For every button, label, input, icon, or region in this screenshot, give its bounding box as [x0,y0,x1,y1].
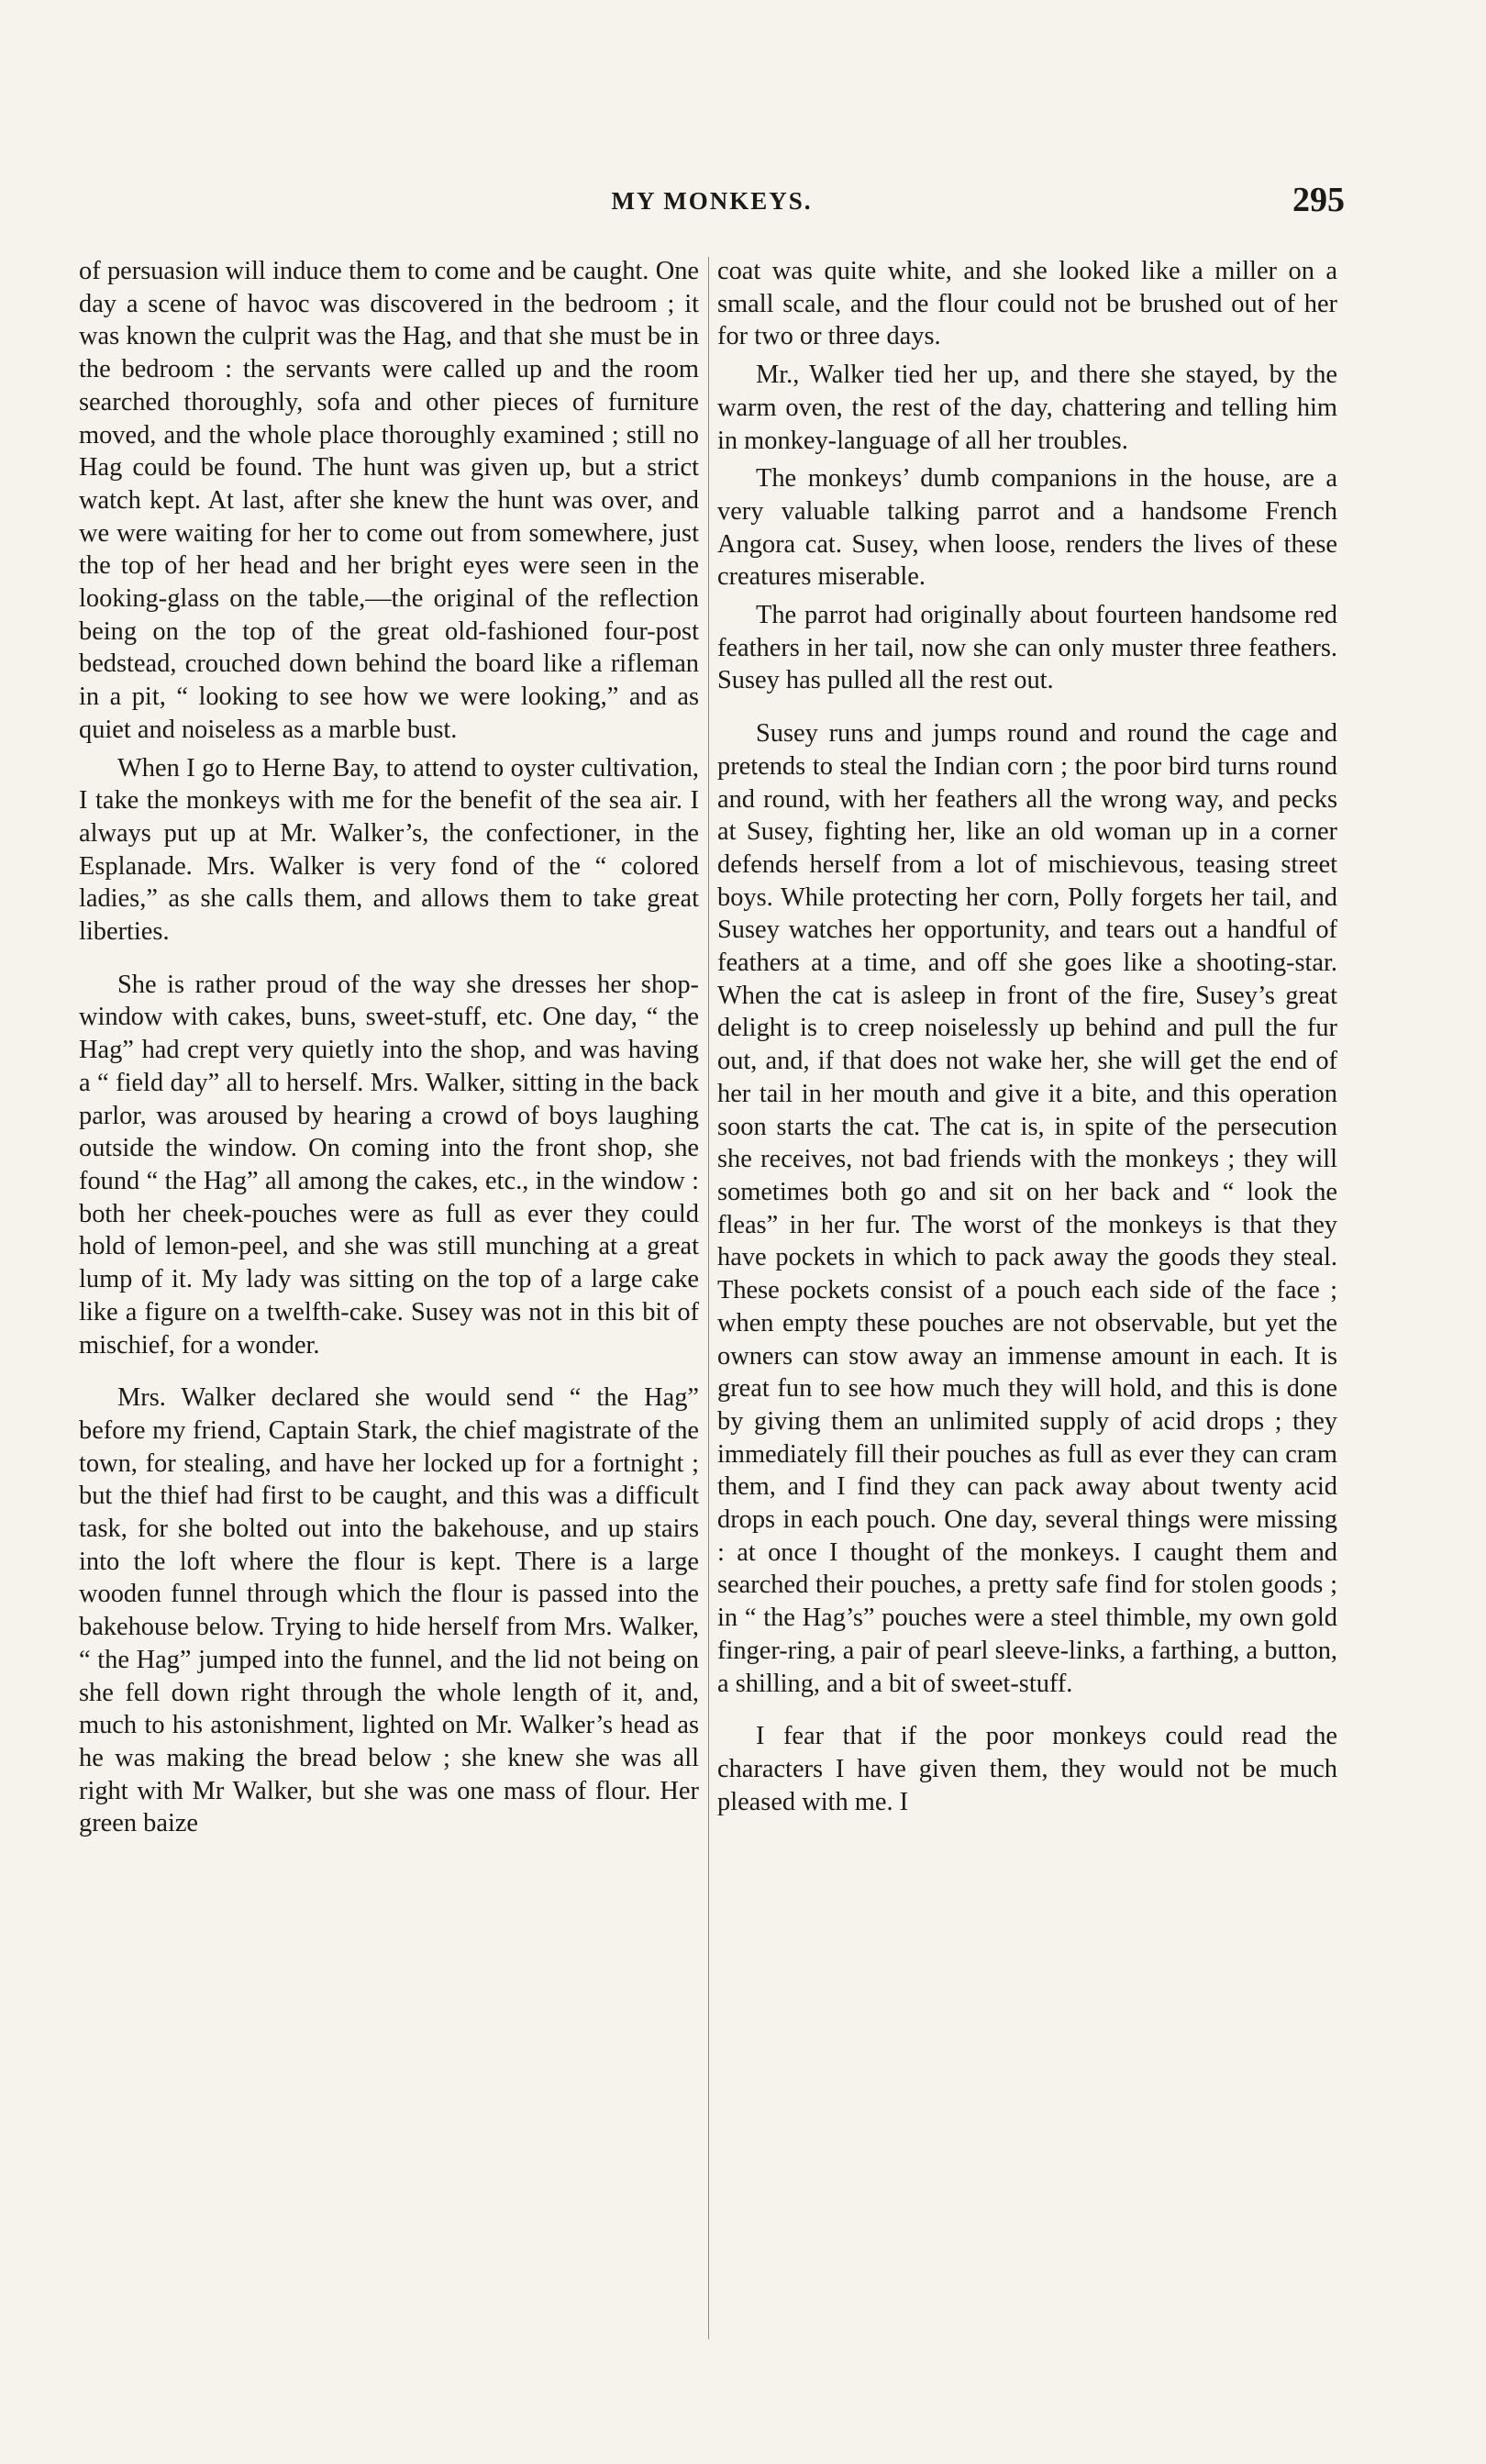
running-title: MY MONKEYS. [611,187,813,215]
paragraph: The parrot had originally about fourteen handsome red feathers in her tail, now she can only muster three feathers. Susey has pulled all the rest out. [717,601,1337,695]
paragraph: The monkeys’ dumb companions in the house, are a very valuable talking parrot and a handsome French Angora cat. Susey, when loose, renders the lives of these creatures miserable. [717,464,1337,592]
paragraph: She is rather proud of the way she dresses her shop-window with cakes, buns, sweet-stuff, etc. One day, “ the Hag” had crept very quietly into the shop, and was having a “ field day” all to herself. Mrs. Walker, sitting in the back parlor, was aroused by hearing a crowd of boys laughing outside the window. On coming into the front shop, she found “ the Hag” all among the cakes, etc., in the window : both her cheek-pouches were as full as ever they could hold of lemon-peel, and she was still munching at a great lump of it. My lady was sitting on the top of a large cake like a figure on a twelfth-cake. Susey was not in this bit of mischief, for a wonder. [79,970,699,1360]
paragraph: of persuasion will induce them to come and be caught. One day a scene of havoc was discovered in the bedroom ; it was known the culprit was the Hag, and that she must be in the bedroom : the servants were called up and the room searched thoroughly, sofa and other pieces of furniture moved, and the whole place thoroughly examined ; still no Hag could be found. The hunt was given up, but a strict watch kept. At last, after she knew the hunt was over, and we were waiting for her to come out from somewhere, just the top of her head and her bright eyes were seen in the looking-glass on the table,—the original of the reflection being on the top of the great old-fashioned four-post bedstead, crouched down behind the board like a rifleman in a pit, “ looking to see how we were looking,” and as quiet and noiseless as a marble bust. [79,257,699,744]
right-column [717,255,1337,1818]
paragraph: Mr., Walker tied her up, and there she stayed, by the warm oven, the rest of the day, chattering and telling him in monkey-language of all her troubles. [717,361,1337,455]
paragraph: I fear that if the poor monkeys could read the characters I have given them, they would not be much pleased with me. I [717,1722,1337,1816]
page-number: 295 [1292,181,1345,219]
paragraph: Mrs. Walker declared she would send “ the Hag” before my friend, Captain Stark, the chief magistrate of the town, for stealing, and have her locked up for a fortnight ; but the thief had first to be caught, and this was a difficult task, for she bolted out into the bakehouse, and up stairs into the loft where the flour is kept. There is a large wooden funnel through which the flour is passed into the bakehouse below. Trying to hide herself from Mrs. Walker, “ the Hag” jumped into the funnel, and the lid not being on she fell down right through the whole length of it, and, much to his astonishment, lighted on Mr. Walker’s head as he was making the bread below ; she knew she was all right with Mr Walker, but she was one mass of flour. Her green baize [79,1383,699,1838]
page-header [79,180,1345,226]
column-divider [708,257,709,2339]
paragraph: Susey runs and jumps round and round the cage and pretends to steal the Indian corn ; the poor bird turns round and round, with her feathers all the wrong way, and pecks at Susey, fighting her, like an old woman up in a corner defends herself from a lot of mischievous, teasing street boys. While protecting her corn, Polly forgets her tail, and Susey watches her opportunity, and tears out a handful of feathers at a time, and off she goes like a shooting-star. When the cat is asleep in front of the fire, Susey’s great delight is to creep noiselessly up behind and pull the fur out, and, if that does not wake her, she will get the end of her tail in her mouth and give it a bite, and this operation soon starts the cat. The cat is, in spite of the persecution she receives, not bad friends with the monkeys ; they will sometimes both go and sit on her back and “ look the fleas” in her fur. The worst of the monkeys is that they have pockets in which to pack away the goods they steal. These pockets consist of a pouch each side of the face ; when empty these pouches are not observable, but yet the owners can stow away an immense amount in each. It is great fun to see how much they will hold, and this is done by giving them an unlimited supply of acid drops ; they immediately fill their pouches as full as ever they can cram them, and I find they can pack away about twenty acid drops in each pouch. One day, several things were missing : at once I thought of the monkeys. I caught them and searched their pouches, a pretty safe find for stolen goods ; in “ the Hag’s” pouches were a steel thimble, my own gold finger-ring, a pair of pearl sleeve-links, a farthing, a button, a shilling, and a bit of sweet-stuff. [717,719,1337,1698]
paragraph: coat was quite white, and she looked like a miller on a small scale, and the flour could not be brushed out of her for two or three days. [717,257,1337,351]
paragraph: When I go to Herne Bay, to attend to oyster cultivation, I take the monkeys with me for the benefit of the sea air. I always put up at Mr. Walker’s, the confectioner, in the Esplanade. Mrs. Walker is very fond of the “ colored ladies,” as she calls them, and allows them to take great liberties. [79,753,699,947]
left-column [79,255,699,1840]
